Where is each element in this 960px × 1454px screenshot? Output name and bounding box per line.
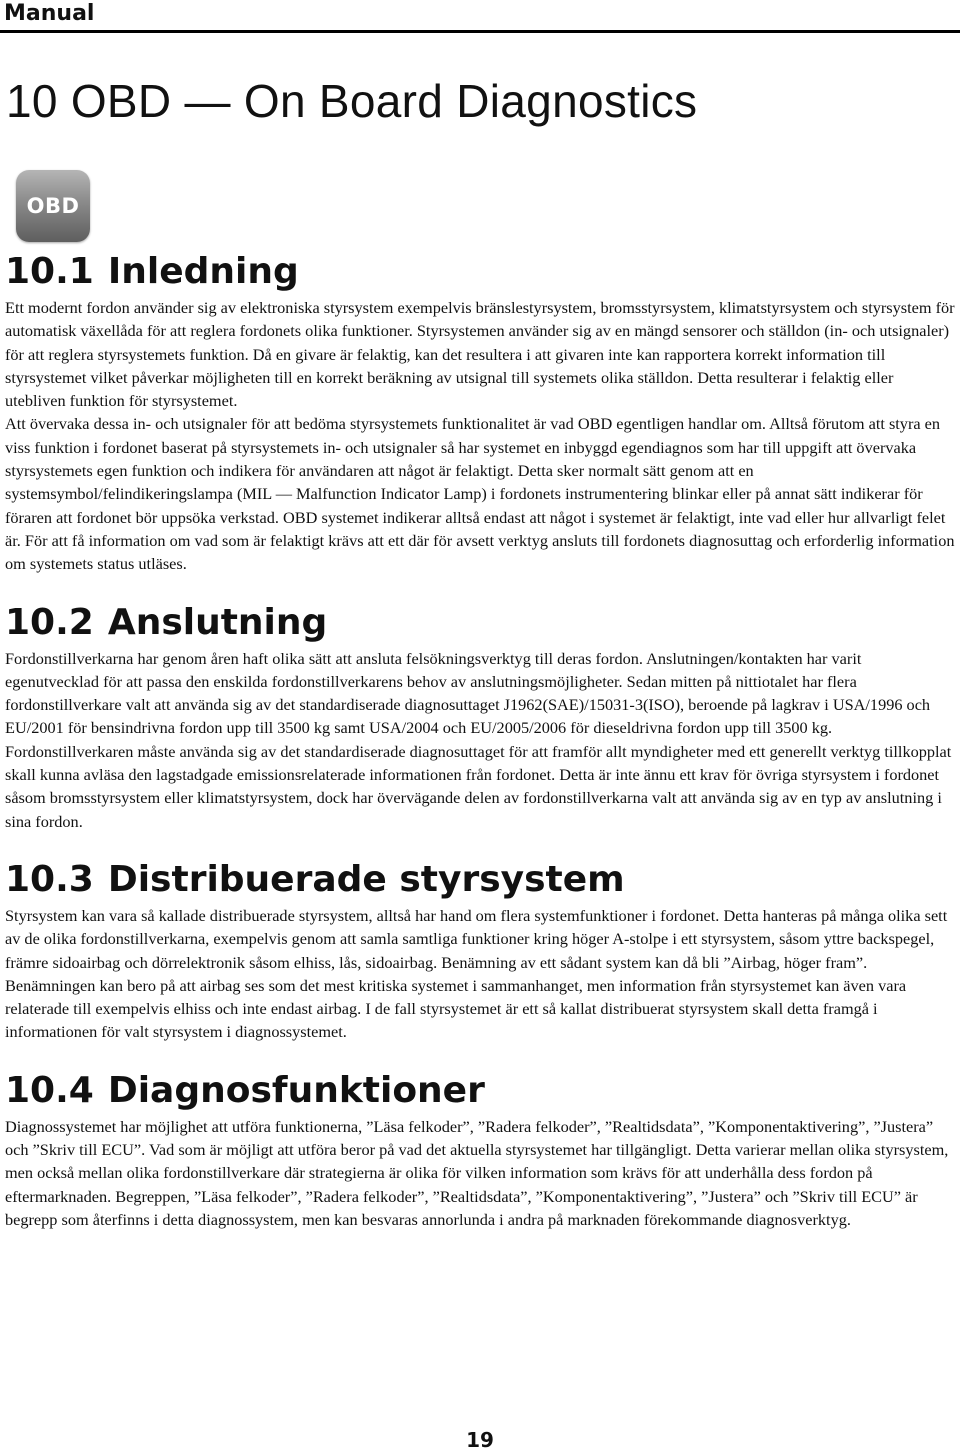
obd-icon-label: OBD [26, 194, 80, 218]
section-title: Inledning [107, 251, 299, 292]
section-anslutning [5, 599, 957, 833]
section-distribuerade-styrsystem [5, 856, 957, 1044]
section-gap [5, 833, 957, 856]
section-heading [5, 599, 957, 647]
section-heading [5, 856, 957, 904]
section-title: Anslutning [107, 601, 328, 643]
page-header [0, 0, 960, 34]
section-number: 10.2 [5, 601, 94, 643]
body-paragraph: Fordonstillverkarna har genom åren haft olika sätt att ansluta felsökningsverktyg till deras fordon. Anslutningen/kontakten har varit egenutvecklad för att passa den enskilda fordonstillverkarens behov av anslutningsmöjligheter. Sedan mitten på nittiotalet har flera fordonstillverkare valt att använda sig av det standardiserade diagnosuttaget J1962(SAE)/15031-3(ISO), beroende på lagkrav i USA/1996 och EU/2001 för bensindrivna fordon upp till 3500 kg samt USA/2004 och EU/2005/2006 för dieseldrivna fordon upp till 3500 kg. Fordonstillverkaren måste använda sig av det standardiserade diagnosuttaget för att framför allt myndigheter med ett generellt verktyg tillkopplat skall kunna avläsa den lagstadgade emissionsrelaterade informationen från fordonet. Detta är inte ännu ett krav för övriga styrsystem i fordonet såsom bromsstyrsystem eller klimatstyrsystem, dock har övervägande delen av fordonstillverkarna valt att använda sig av en typ av anslutning i sina fordon. [5, 648, 952, 831]
body-paragraph: Ett modernt fordon använder sig av elektroniska styrsystem exempelvis bränslestyrsystem, bromsstyrsystem, klimatstyrsystem och styrsystem för automatisk växellåda för att reglera fordonets olika funktioner. Styrsystemen använder sig av en mängd sensorer och ställdon (in- och utsignaler) för att reglera styrsystemets funktion. Då en givare är felaktig, kan det resultera i att givaren inte kan rapportera korrekt information till styrsystemet vilket påverkar möjligheten till en korrekt beräkning av utsignal till systemets olika ställdon. Detta resulterar i felaktig eller utebliven funktion för styrsystemet. [5, 298, 955, 411]
header-rule [0, 30, 960, 33]
section-title: Distribuerade styrsystem [107, 858, 625, 900]
body-paragraph: Att övervaka dessa in- och utsignaler för att bedöma styrsystemets funktionalitet är vad OBD egentligen handlar om. Alltså förutom att styra en viss funktion i fordonet baserat på styrsystemets in- och utsignaler så har systemet en inbyggd egendiagnos som har till uppgift att övervaka styrsystemets egen funktion och indikera för användaren att något är felaktigt. Detta sker normalt sätt genom att en systemsymbol/felindikeringslampa (MIL — Malfunction Indicator Lamp) i fordonets instrumentering blinkar eller på annat sätt indikerar för föraren att fordonet bör uppsöka verkstad. OBD systemet indikerar alltså endast att något i systemet är felaktigt, inte vad eller hur allvarligt felet är. För att få information om vad som är felaktigt krävs att ett där för avsett verktyg ansluts till fordonets diagnosuttag och erforderlig information om systemets status utläses. [5, 414, 955, 574]
section-heading [5, 248, 957, 296]
section-gap [5, 1044, 957, 1067]
body-paragraph: Styrsystem kan vara så kallade distribuerade styrsystem, alltså har hand om flera systemfunktioner i fordonet. Detta hanteras på många olika sett av de olika fordonstillverkarna, exempelvis genom att samla samtliga funktioner kring höger A-stolpe i ett styrsystem, såsom yttre backspegel, främre sidoairbag och dörrelektronik såsom elhiss, lås, sidoairbag. Benämning av ett sådant system kan då bli ”Airbag, höger fram”. Benämningen kan bero på att airbag ses som det mest kritiska systemet i sammanhanget, men information från styrsystemet kan även vara relaterade till exempelvis elhiss och inte endast airbag. I de fall styrsystemet är ett så kallat distribuerat styrsystem skall detta framgå i informationen för valt styrsystem i diagnossystemet. [5, 905, 948, 1042]
section-diagnosfunktioner [5, 1067, 957, 1231]
section-number: 10.3 [5, 858, 94, 900]
section-gap [5, 576, 957, 599]
document-body [5, 248, 957, 1231]
section-number: 10.1 [5, 251, 94, 292]
section-number: 10.4 [5, 1069, 94, 1111]
obd-icon [16, 170, 90, 242]
section-heading [5, 1067, 957, 1115]
section-inledning [5, 248, 957, 576]
header-title: Manual [4, 1, 95, 26]
page-number: 19 [466, 1428, 494, 1452]
chapter-title: 10 OBD — On Board Diagnostics [6, 75, 698, 127]
body-paragraph: Diagnossystemet har möjlighet att utföra funktionerna, ”Läsa felkoder”, ”Radera felkoder”, ”Realtidsdata”, ”Komponentaktivering”, ”Justera” och ”Skriv till ECU”. Vad som är möjligt att utföra beror på vad det aktuella styrsystemet har tillgängligt. Detta varierar mellan olika styrsystem, men också mellan olika fordonstillverkare där strategierna är olika för vilken information som krävs för att underhålla dess fordon på eftermarknaden. Begreppen, ”Läsa felkoder”, ”Radera felkoder”, ”Realtidsdata”, ”Komponentaktivering”, ”Justera” och ”Skriv till ECU” är begrepp som återfinns i detta diagnossystem, men kan besvaras annorlunda i andra på marknaden förekommande diagnosverktyg. [5, 1116, 949, 1229]
section-title: Diagnosfunktioner [107, 1069, 485, 1111]
